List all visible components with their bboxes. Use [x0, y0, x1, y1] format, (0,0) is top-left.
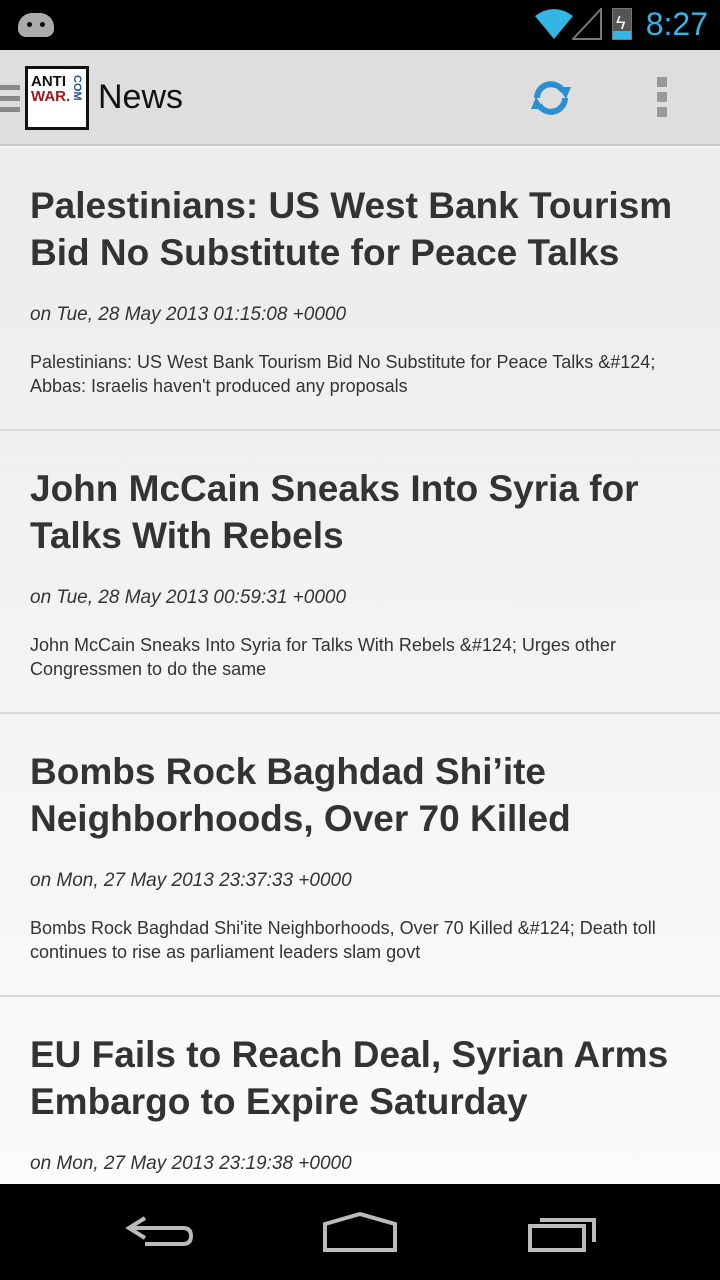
recent-apps-button-icon[interactable]	[526, 1212, 598, 1254]
article-title: Bombs Rock Baghdad Shi’ite Neighborhoods, Over 70 Killed	[30, 751, 571, 839]
article-date: on Tue, 28 May 2013 00:59:31 +0000	[30, 587, 347, 608]
article-date: on Tue, 28 May 2013 01:15:08 +0000	[30, 304, 347, 325]
android-notification-icon	[18, 13, 54, 37]
article-summary: Palestinians: US West Bank Tourism Bid No Substitute for Peace Talks &#124; Abbas: Israelis haven't produced any proposals	[30, 352, 656, 396]
back-button-icon[interactable]	[125, 1212, 195, 1252]
news-item[interactable]	[0, 714, 720, 997]
drawer-menu-icon[interactable]	[0, 85, 20, 118]
action-bar	[0, 50, 720, 146]
app-logo[interactable]: ANTI WAR. COM	[25, 66, 89, 130]
battery-charging-icon: ϟ	[612, 8, 632, 40]
news-item[interactable]	[0, 148, 720, 431]
refresh-icon[interactable]	[528, 75, 574, 121]
page-title: News	[98, 78, 184, 116]
overflow-menu-icon[interactable]	[657, 77, 667, 122]
article-date: on Mon, 27 May 2013 23:19:38 +0000	[30, 1153, 352, 1174]
article-title: John McCain Sneaks Into Syria for Talks With Rebels	[30, 468, 639, 556]
article-title: EU Fails to Reach Deal, Syrian Arms Embargo to Expire Saturday	[30, 1034, 669, 1122]
news-item[interactable]	[0, 431, 720, 714]
wifi-icon	[535, 8, 573, 40]
home-button-icon[interactable]	[322, 1212, 398, 1252]
article-summary: Bombs Rock Baghdad Shi'ite Neighborhoods, Over 70 Killed &#124; Death toll continues to rise as parliament leaders slam govt	[30, 918, 656, 962]
news-list[interactable]	[0, 148, 720, 1184]
article-title: Palestinians: US West Bank Tourism Bid No Substitute for Peace Talks	[30, 185, 673, 273]
article-date: on Mon, 27 May 2013 23:37:33 +0000	[30, 870, 352, 891]
status-bar	[0, 0, 720, 50]
signal-icon	[572, 8, 602, 40]
navigation-bar	[0, 1184, 720, 1280]
article-summary: John McCain Sneaks Into Syria for Talks With Rebels &#124; Urges other Congressmen to do the same	[30, 635, 616, 679]
clock: 8:27	[645, 6, 708, 42]
news-item[interactable]	[0, 997, 720, 1184]
